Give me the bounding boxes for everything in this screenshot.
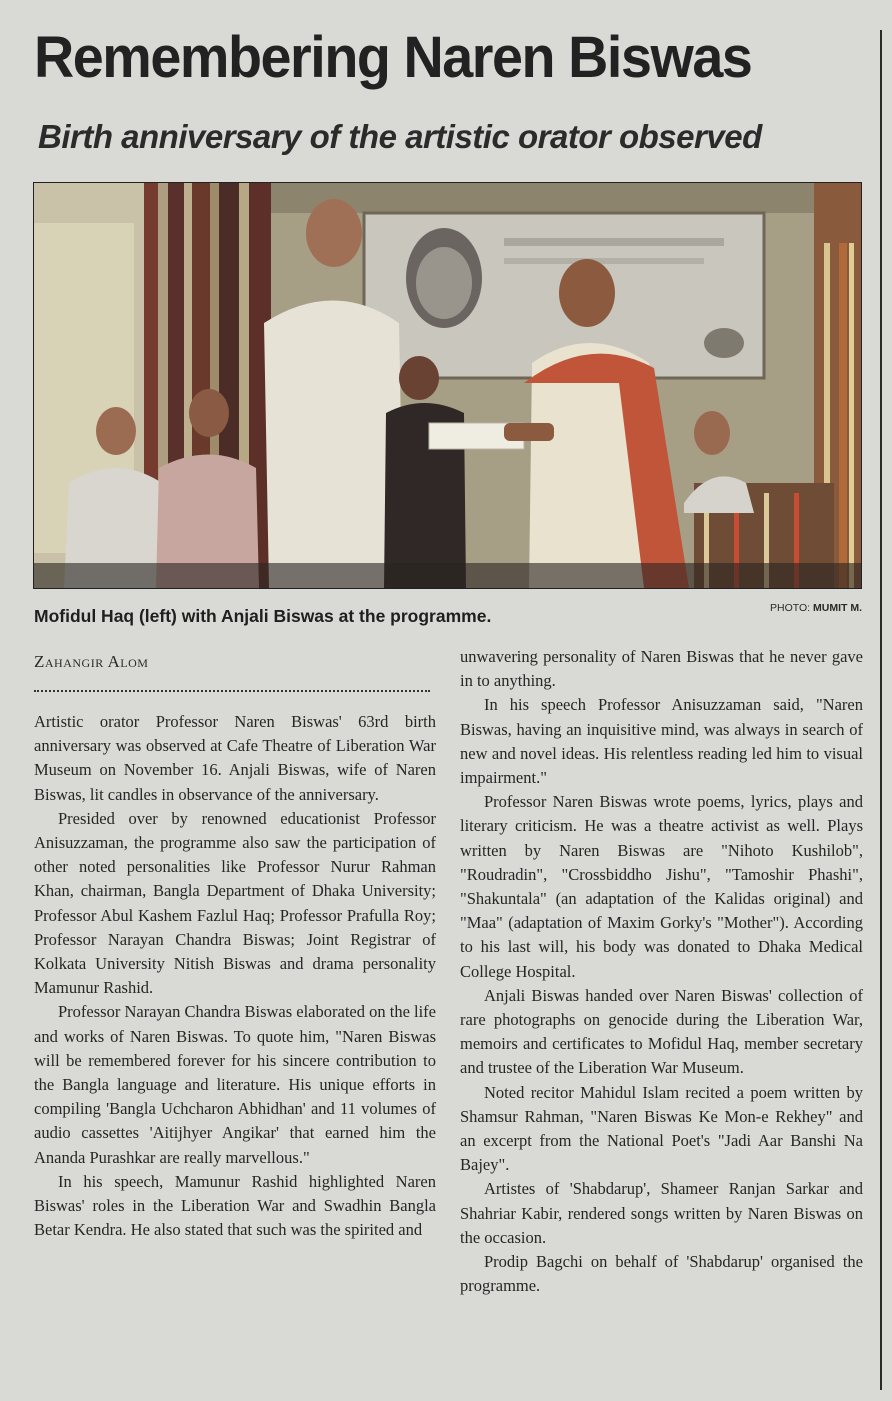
byline-divider	[34, 690, 430, 692]
paragraph: Professor Naren Biswas wrote poems, lyrics, plays and literary criticism. He was a theatre activist as well. Plays written by Naren Biswas are "Nihoto Kushilob", "Roudradin", "Crossbiddho Jishu", "Tamoshir Phashi", "Shakuntala" (an adaptation of the Kalidas original) and "Maa" (adaptation of Maxim Gorky's "Mother"). According to his last will, his body was donated to Dhaka Medical College Hospital.	[460, 792, 863, 981]
paragraph: In his speech Professor Anisuzzaman said, "Naren Biswas, having an inquisitive mind, was always in search of new and novel ideas. His relentless reading led him to visual impairment."	[460, 695, 863, 788]
photo-credit-name: MUMIT M.	[813, 602, 862, 614]
article-column-right	[460, 645, 863, 1298]
paragraph-continuation: unwavering personality of Naren Biswas that he never gave in to anything.	[460, 647, 863, 691]
paragraph: Presided over by renowned educationist Professor Anisuzzaman, the programme also saw the participation of other noted personalities like Professor Nurur Rahman Khan, chairman, Bangla Department of Dhaka University; Professor Abul Kashem Fazlul Haq; Professor Prafulla Roy; Professor Narayan Chandra Biswas; Joint Registrar of Kolkata University Nitish Biswas and drama personality Mamunur Rashid.	[34, 808, 436, 998]
byline: Zahangir Alom	[34, 652, 149, 671]
article-photo	[33, 182, 862, 589]
column-rule	[880, 30, 882, 1390]
photo-caption: Mofidul Haq (left) with Anjali Biswas at the programme.	[34, 606, 492, 626]
photo-illustration	[34, 183, 861, 588]
paragraph: Noted recitor Mahidul Islam recited a poem written by Shamsur Rahman, "Naren Biswas Ke Mon-e Rekhey" and an excerpt from the National Poet's "Jadi Aar Banshi Na Bajey".	[460, 1082, 863, 1175]
paragraph: Artistes of 'Shabdarup', Shameer Ranjan Sarkar and Shahriar Kabir, rendered songs written by Naren Biswas on the occasion.	[460, 1179, 863, 1247]
photo-credit	[770, 602, 862, 614]
paragraph: Artistic orator Professor Naren Biswas' 63rd birth anniversary was observed at Cafe Theatre of Liberation War Museum on November 16. Anjali Biswas, wife of Naren Biswas, lit candles in observance of the anniversary.	[34, 712, 436, 804]
paragraph: Anjali Biswas handed over Naren Biswas' collection of rare photographs on genocide during the Liberation War, memoirs and certificates to Mofidul Haq, member secretary and trustee of the Liberation War Museum.	[460, 985, 863, 1078]
paragraph: Professor Narayan Chandra Biswas elaborated on the life and works of Naren Biswas. To quote him, "Naren Biswas will be remembered forever for his sincere contribution to the Bangla language and literature. His unique efforts in compiling 'Bangla Uchcharon Abhidhan' and 11 volumes of audio cassettes 'Aitijhyer Angikar' that earned him the Ananda Purashkar are really marvellous."	[34, 1002, 437, 1167]
paragraph: In his speech, Mamunur Rashid highlighted Naren Biswas' roles in the Liberation War and Swadhin Bangla Betar Kendra. He also stated that such was the spirited and	[34, 1171, 436, 1240]
photo-credit-label: PHOTO:	[770, 602, 811, 614]
article-column-left	[34, 710, 436, 1242]
paragraph: Prodip Bagchi on behalf of 'Shabdarup' organised the programme.	[460, 1252, 863, 1296]
headline: Remembering Naren Biswas	[34, 25, 752, 90]
subheadline: Birth anniversary of the artistic orator observed	[38, 118, 762, 155]
